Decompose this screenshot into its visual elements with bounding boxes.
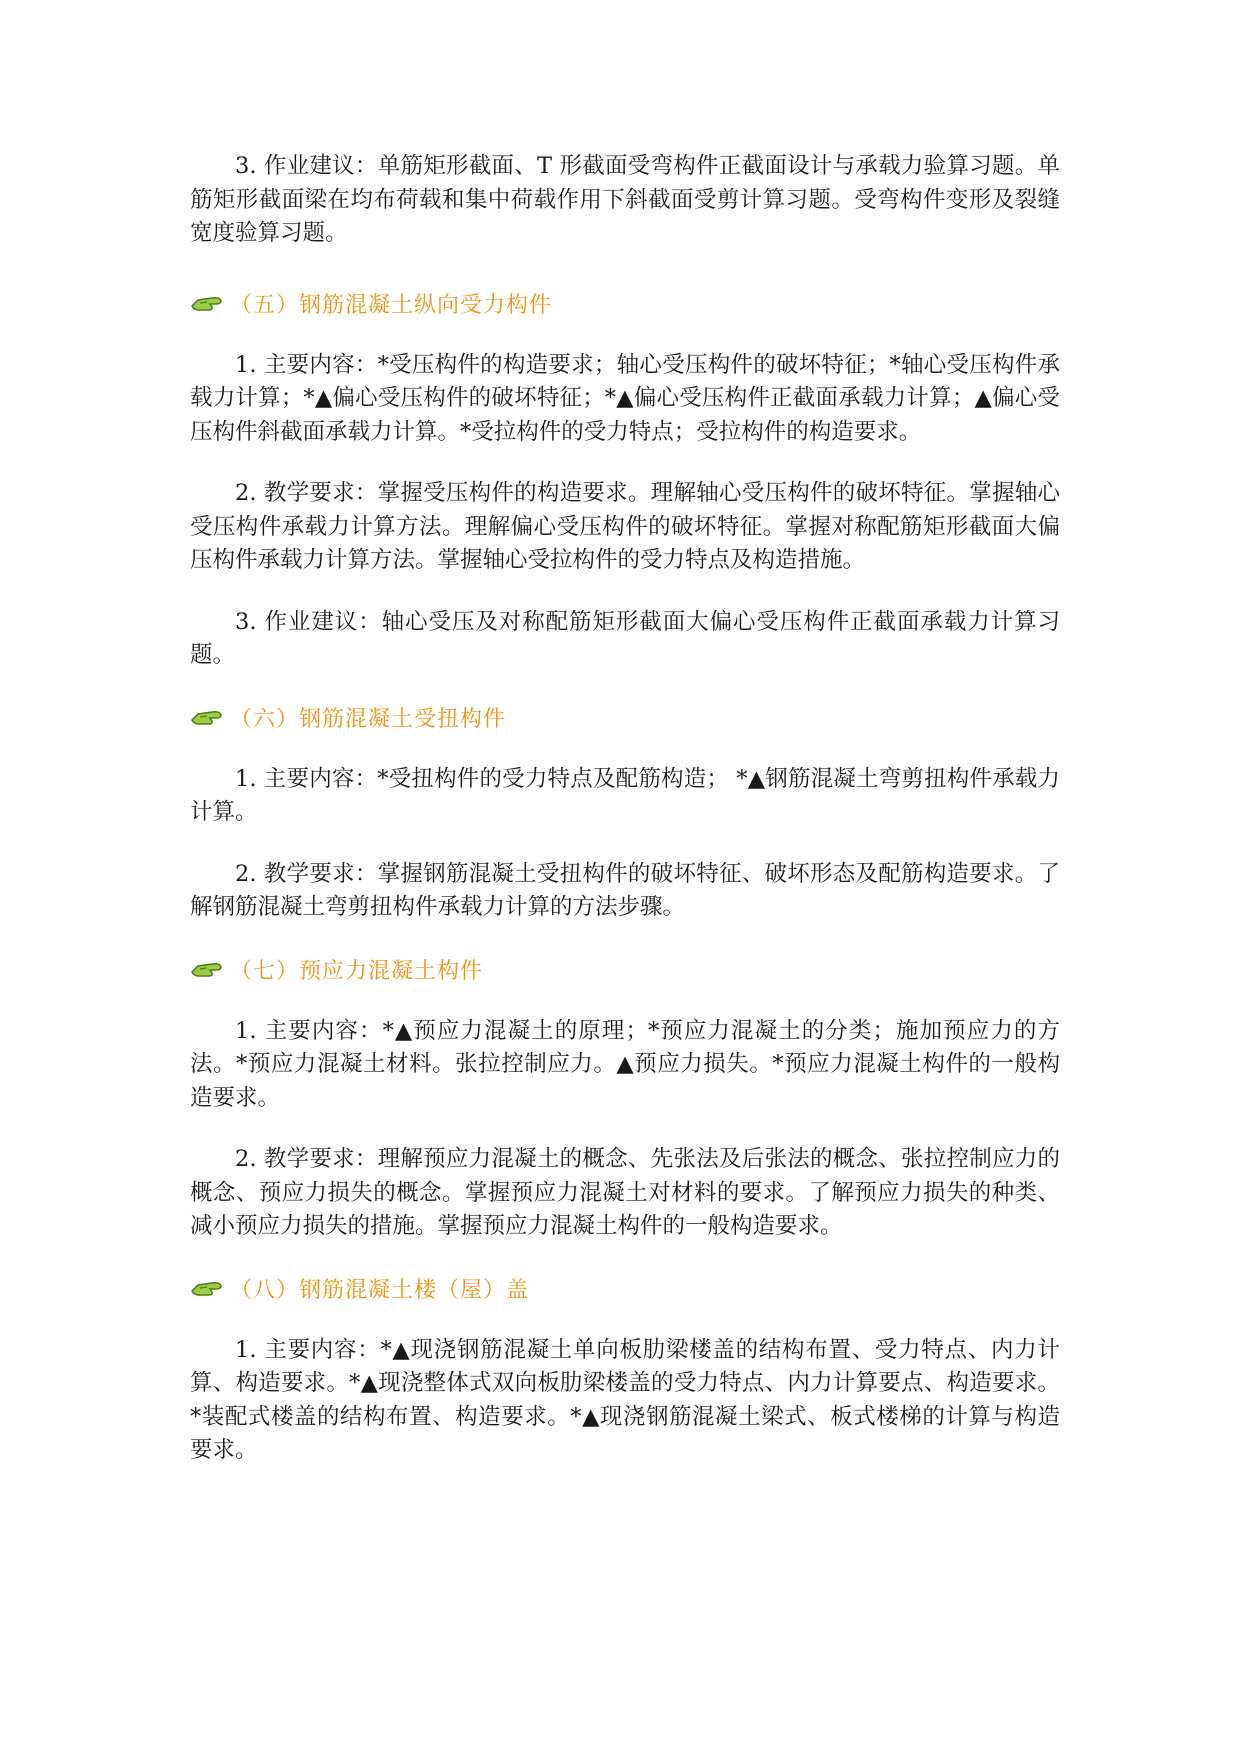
section-heading-text: （八）钢筋混凝土楼（屋）盖 (230, 1278, 530, 1303)
section-heading-5 (190, 287, 1060, 321)
paragraph-homework-5: 3. 作业建议：轴心受压及对称配筋矩形截面大偏心受压构件正截面承载力计算习题。 (190, 608, 1060, 668)
pointing-hand-icon (190, 706, 224, 730)
paragraph-requirements-7: 2. 教学要求：理解预应力混凝土的概念、先张法及后张法的概念、张拉控制应力的概念、预应力损失的概念。掌握预应力混凝土对材料的要求。了解预应力损失的种类、减小预应力损失的措施。掌握预应力混凝土构件的一般构造要求。 (190, 1146, 1060, 1239)
pointing-hand-icon (190, 958, 224, 982)
paragraph-content-6: 1. 主要内容：*受扭构件的受力特点及配筋构造； *▲钢筋混凝土弯剪扭构件承载力计算。 (190, 765, 1060, 825)
paragraph-homework-4: 3. 作业建议：单筋矩形截面、T 形截面受弯构件正截面设计与承载力验算习题。单筋矩形截面梁在均布荷载和集中荷载作用下斜截面受剪计算习题。受弯构件变形及裂缝宽度验算习题。 (190, 153, 1060, 246)
section-heading-7 (190, 953, 1060, 987)
document-content (190, 150, 1060, 1496)
pointing-hand-icon (190, 292, 224, 316)
paragraph-content-8: 1. 主要内容：*▲现浇钢筋混凝土单向板肋梁楼盖的结构布置、受力特点、内力计算、构造要求。*▲现浇整体式双向板肋梁楼盖的受力特点、内力计算要点、构造要求。*装配式楼盖的结构布置、构造要求。*▲现浇钢筋混凝土梁式、板式楼梯的计算与构造要求。 (190, 1336, 1060, 1463)
section-heading-text: （七）预应力混凝土构件 (230, 959, 484, 984)
paragraph-requirements-6: 2. 教学要求：掌握钢筋混凝土受扭构件的破坏特征、破坏形态及配筋构造要求。了解钢筋混凝土弯剪扭构件承载力计算的方法步骤。 (190, 860, 1060, 920)
section-heading-8 (190, 1272, 1060, 1306)
pointing-hand-icon (190, 1277, 224, 1301)
paragraph-requirements-5: 2. 教学要求：掌握受压构件的构造要求。理解轴心受压构件的破坏特征。掌握轴心受压构件承载力计算方法。理解偏心受压构件的破坏特征。掌握对称配筋矩形截面大偏压构件承载力计算方法。掌握轴心受拉构件的受力特点及构造措施。 (190, 480, 1060, 573)
paragraph-content-5: 1. 主要内容：*受压构件的构造要求；轴心受压构件的破坏特征；*轴心受压构件承载力计算；*▲偏心受压构件的破坏特征；*▲偏心受压构件正截面承载力计算；▲偏心受压构件斜截面承载力计算。*受拉构件的受力特点；受拉构件的构造要求。 (190, 351, 1060, 445)
section-heading-text: （五）钢筋混凝土纵向受力构件 (230, 293, 553, 318)
section-heading-6 (190, 701, 1060, 735)
section-heading-text: （六）钢筋混凝土受扭构件 (230, 707, 507, 732)
paragraph-content-7: 1. 主要内容：*▲预应力混凝土的原理；*预应力混凝土的分类；施加预应力的方法。*预应力混凝土材料。张拉控制应力。▲预应力损失。*预应力混凝土构件的一般构造要求。 (190, 1017, 1060, 1111)
